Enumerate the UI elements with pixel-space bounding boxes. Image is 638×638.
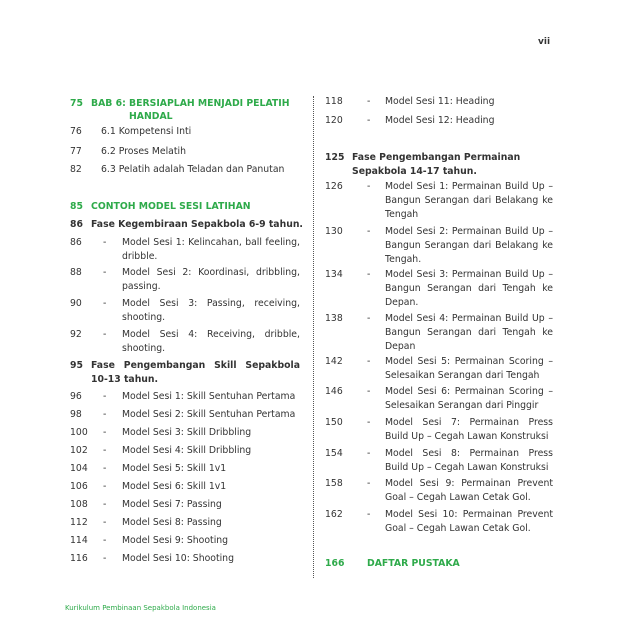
- toc-entry-text: 6.2 Proses Melatih: [101, 146, 186, 157]
- toc-dash: -: [103, 237, 107, 248]
- toc-page-number: 112: [70, 517, 88, 528]
- toc-entry-text: Model Sesi 10: Permainan Prevent Goal – Cegah Lawan Cetak Gol.: [385, 509, 553, 534]
- toc-page-number: 142: [325, 356, 343, 367]
- toc-entry-text: Model Sesi 4: Permainan Build Up – Bangun Serangan dari Tengah ke Depan: [385, 313, 553, 352]
- toc-page-number: 130: [325, 226, 343, 237]
- toc-entry-text: Model Sesi 6: Permainan Scoring – Selesaikan Serangan dari Pinggir: [385, 386, 553, 411]
- toc-page-number: 96: [70, 391, 82, 402]
- toc-dash: -: [367, 509, 371, 520]
- toc-section-title: CONTOH MODEL SESI LATIHAN: [91, 201, 251, 212]
- toc-dash: -: [367, 386, 371, 397]
- toc-dash: -: [103, 499, 107, 510]
- toc-entry-text: Model Sesi 3: Permainan Build Up – Bangun Serangan dari Tengah ke Depan.: [385, 269, 553, 308]
- toc-page-number: 106: [70, 481, 88, 492]
- toc-entry-text: Model Sesi 4: Receiving, dribble, shooting.: [122, 329, 300, 354]
- toc-page-number: 150: [325, 417, 343, 428]
- toc-page-number: 88: [70, 267, 82, 278]
- footer-text: Kurikulum Pembinaan Sepakbola Indonesia: [65, 604, 216, 612]
- toc-page-number: 77: [70, 146, 82, 157]
- toc-page-number: 116: [70, 553, 88, 564]
- toc-page-number: 92: [70, 329, 82, 340]
- toc-phase-title: Fase Pengembangan Skill Sepakbola 10-13 tahun.: [91, 360, 300, 385]
- toc-dash: -: [367, 417, 371, 428]
- toc-chapter-title: BAB 6: BERSIAPLAH MENJADI PELATIH HANDAL: [91, 98, 290, 122]
- toc-entry-text: Model Sesi 9: Permainan Prevent Goal – Cegah Lawan Cetak Gol.: [385, 478, 553, 503]
- toc-dash: -: [367, 313, 371, 324]
- toc-entry-text: Model Sesi 7: Passing: [122, 499, 222, 510]
- toc-page-number: 76: [70, 126, 82, 137]
- toc-page-number: 114: [70, 535, 88, 546]
- toc-entry-text: Model Sesi 1: Permainan Build Up – Bangun Serangan dari Belakang ke Tengah: [385, 181, 553, 220]
- toc-entry-text: Model Sesi 5: Permainan Scoring – Selesaikan Serangan dari Tengah: [385, 356, 553, 381]
- toc-page-number: 75: [70, 98, 83, 109]
- toc-page-number: 86: [70, 219, 83, 230]
- toc-entry-text: Model Sesi 8: Permainan Press Build Up – Cegah Lawan Konstruksi: [385, 448, 553, 473]
- toc-page-number: 108: [70, 499, 88, 510]
- toc-dash: -: [367, 478, 371, 489]
- toc-entry-text: Model Sesi 4: Skill Dribbling: [122, 445, 252, 456]
- toc-dash: -: [367, 181, 371, 192]
- toc-page-number: 82: [70, 164, 82, 175]
- toc-entry-text: Model Sesi 1: Kelincahan, ball feeling, dribble.: [122, 237, 300, 262]
- toc-dash: -: [103, 329, 107, 340]
- toc-page-number: 118: [325, 96, 343, 107]
- toc-entry-text: Model Sesi 12: Heading: [385, 115, 495, 126]
- toc-entry-text: Model Sesi 5: Skill 1v1: [122, 463, 227, 474]
- toc-dash: -: [103, 391, 107, 402]
- toc-page-number: 154: [325, 448, 343, 459]
- toc-entry-text: Model Sesi 9: Shooting: [122, 535, 229, 546]
- toc-dash: -: [367, 269, 371, 280]
- toc-page-number: 158: [325, 478, 343, 489]
- column-divider: [313, 96, 314, 578]
- toc-page-number: 125: [325, 152, 345, 163]
- toc-page-number: 166: [325, 558, 345, 569]
- toc-entry-text: Model Sesi 10: Shooting: [122, 553, 234, 564]
- toc-dash: -: [103, 481, 107, 492]
- toc-dash: -: [103, 427, 107, 438]
- toc-dash: -: [103, 267, 107, 278]
- toc-dash: -: [367, 448, 371, 459]
- toc-phase-title: Fase Kegembiraan Sepakbola 6-9 tahun.: [91, 219, 303, 230]
- toc-entry-text: Model Sesi 3: Skill Dribbling: [122, 427, 252, 438]
- toc-dash: -: [103, 445, 107, 456]
- toc-entry-text: Model Sesi 2: Skill Sentuhan Pertama: [122, 409, 296, 420]
- toc-page-number: 86: [70, 237, 82, 248]
- toc-dash: -: [103, 409, 107, 420]
- toc-dash: -: [367, 96, 371, 107]
- toc-entry-text: Model Sesi 6: Skill 1v1: [122, 481, 227, 492]
- toc-dash: -: [367, 115, 371, 126]
- toc-dash: -: [367, 226, 371, 237]
- toc-entry-text: Model Sesi 11: Heading: [385, 96, 495, 107]
- page-number: vii: [538, 37, 551, 47]
- toc-page-number: 98: [70, 409, 82, 420]
- toc-page-number: 95: [70, 360, 83, 371]
- toc-page-number: 126: [325, 181, 343, 192]
- toc-dash: -: [103, 553, 107, 564]
- toc-entry-text: Model Sesi 8: Passing: [122, 517, 222, 528]
- toc-entry-text: 6.1 Kompetensi Inti: [101, 126, 192, 137]
- toc-page-number: 100: [70, 427, 88, 438]
- toc-dash: -: [367, 356, 371, 367]
- toc-entry-text: Model Sesi 2: Koordinasi, dribbling, passing.: [122, 267, 300, 292]
- toc-page-number: 120: [325, 115, 343, 126]
- toc-page-number: 102: [70, 445, 88, 456]
- toc-entry-text: Model Sesi 2: Permainan Build Up – Bangun Serangan dari Belakang ke Tengah.: [385, 226, 553, 265]
- toc-section-title: DAFTAR PUSTAKA: [367, 558, 460, 569]
- toc-page-number: 138: [325, 313, 343, 324]
- toc-phase-title: Fase Pengembangan Permainan Sepakbola 14-17 tahun.: [352, 152, 521, 177]
- toc-page-number: 104: [70, 463, 88, 474]
- toc-dash: -: [103, 463, 107, 474]
- toc-dash: -: [103, 298, 107, 309]
- toc-entry-text: Model Sesi 1: Skill Sentuhan Pertama: [122, 391, 296, 402]
- toc-page-number: 162: [325, 509, 343, 520]
- toc-page-number: 146: [325, 386, 343, 397]
- toc-entry-text: Model Sesi 7: Permainan Press Build Up – Cegah Lawan Konstruksi: [385, 417, 553, 442]
- toc-dash: -: [103, 535, 107, 546]
- toc-page-number: 134: [325, 269, 343, 280]
- toc-dash: -: [103, 517, 107, 528]
- toc-page-number: 85: [70, 201, 83, 212]
- toc-entry-text: 6.3 Pelatih adalah Teladan dan Panutan: [101, 164, 285, 175]
- toc-page-number: 90: [70, 298, 82, 309]
- toc-entry-text: Model Sesi 3: Passing, receiving, shooting.: [122, 298, 300, 323]
